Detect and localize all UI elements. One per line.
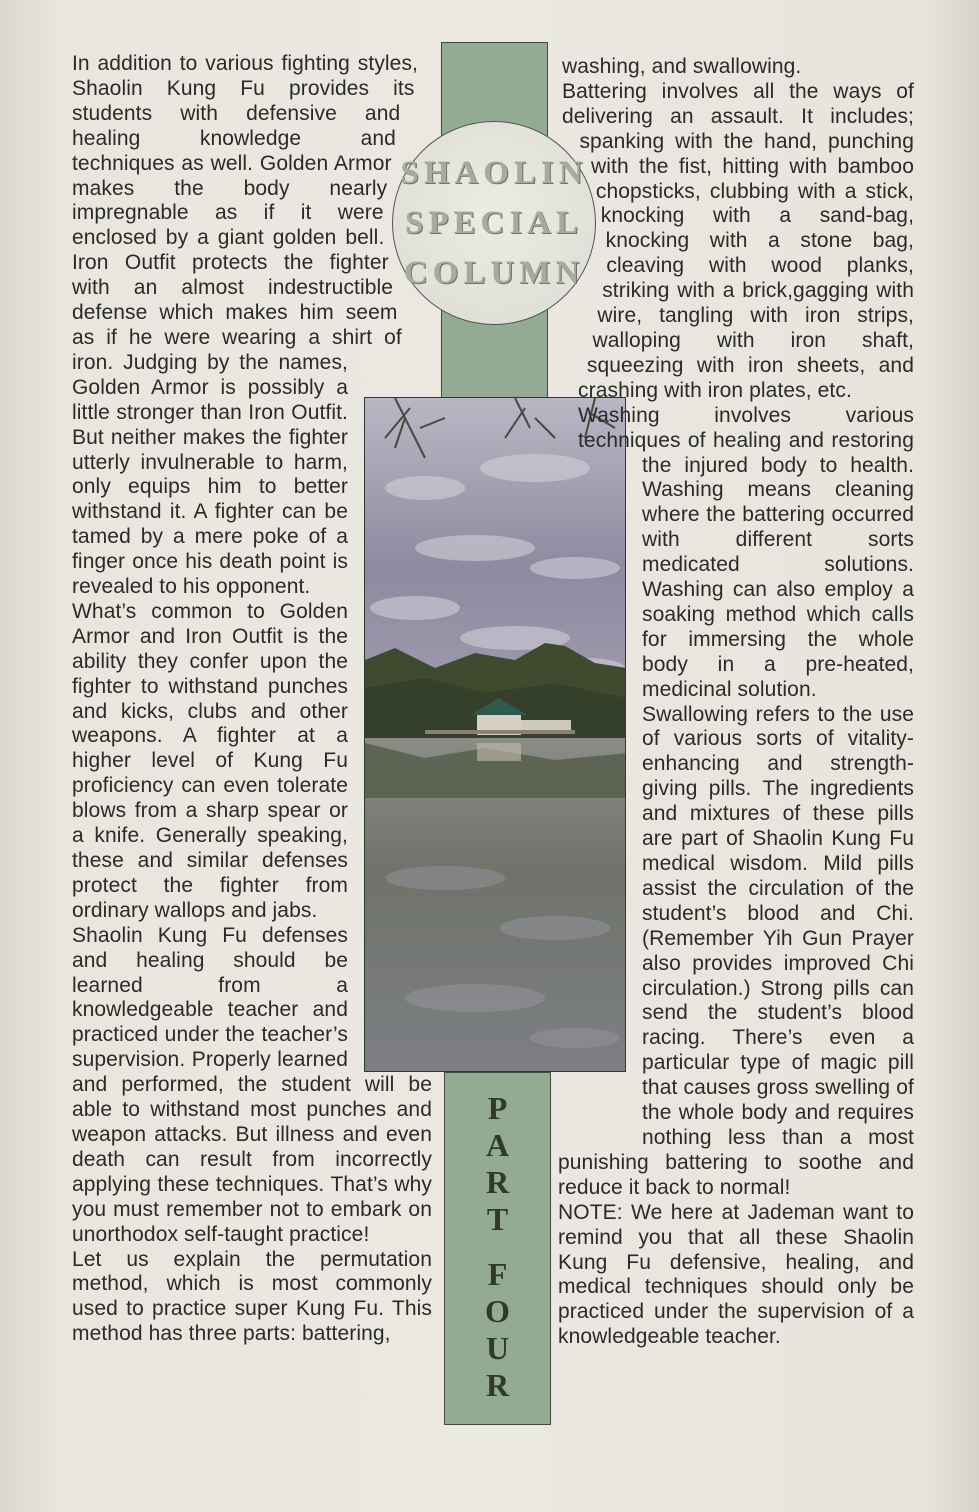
paragraph: Let us explain the permutation method, which is most commonly used to practice super Kung Fu. This method has three parts: battering, (72, 1247, 432, 1346)
paragraph: Washing involves various techniques of healing and restoring the injured body to health. Washing means cleaning where the battering occurred with different sorts medicated solutions. Washing can also employ a soaking method which calls for immersing the whole body in a pre-heated, medicinal solution. (578, 403, 914, 701)
part-letter: R (485, 1164, 510, 1200)
paragraph: washing, and swallowing. (562, 55, 802, 78)
left-text-column (72, 52, 432, 1347)
paragraph: Swallowing refers to the use of various sorts of vitality-enhancing and strength-giving pills. The ingredients and mixtures of these pills are part of Shaolin Kung Fu medical wisdom. Mild pills assist the circulation of the student’s blood and Chi. (Remember Yih Gun Prayer also provides improved Chi circulation.) Strong pills can send the student’s blood racing. There’s even a particular type of magic pill that causes gross swelling of the whole body and requires nothing less than a most punishing battering to soothe and reduce it back to normal! (558, 702, 914, 1199)
part-four-label (444, 1090, 551, 1404)
part-letter: T (486, 1201, 509, 1237)
paragraph: In addition to various fighting styles, Shaolin Kung Fu provides its students with defensive and healing knowledge and techniques as well. Golden Armor makes the body nearly impregnable as if it were enclosed by a giant golden bell. Iron Outfit protects the fighter with an almost indestructible defense which makes him seem as if he were wearing a shirt of iron. Judging by the names, Golden Armor is possibly a little stronger than Iron Outfit. But neither makes the fighter utterly invulnerable to harm, only equips him to better withstand it. A fighter can be tamed by a mere poke of a finger once his death point is revealed to his opponent. (72, 52, 418, 599)
title-line-2: SPECIAL (404, 205, 584, 241)
paragraph: NOTE: We here at Jademan want to remind you that all these Shaolin Kung Fu defensive, healing, and medical techniques should only be practiced under the supervision of a knowledgeable teacher. (558, 1200, 914, 1349)
part-letter: O (485, 1293, 510, 1329)
part-letter: P (487, 1090, 508, 1126)
paragraph: Shaolin Kung Fu defenses and healing should be learned from a knowledgeable teacher and practiced under the teacher’s supervision. Properly learned and performed, the student will be able to withstand most punches and weapon attacks. But illness and even death can result from incorrectly applying these techniques. That’s why you must remember not to embark on unorthodox self-taught practice! (72, 923, 432, 1246)
paragraph: Battering involves all the ways of delivering an assault. It includes; spanking with the hand, punching with the fist, hitting with bamboo chopsticks, clubbing with a stick, knocking with a sand-bag, knocking with a stone bag, cleaving with wood planks, striking with a brick,gagging with wire, tangling with iron strips, walloping with iron shaft, squeezing with iron sheets, and crashing with iron plates, etc. (562, 79, 914, 402)
part-letter: U (485, 1330, 510, 1366)
part-letter: R (485, 1367, 510, 1403)
part-letter: F (487, 1256, 508, 1292)
paragraph: What’s common to Golden Armor and Iron Outfit is the ability they confer upon the fighter to withstand punches and kicks, clubs and other weapons. A fighter at a higher level of Kung Fu proficiency can even tolerate blows from a sharp spear or a knife. Generally speaking, these and similar defenses protect the fighter from ordinary wallops and jabs. (72, 599, 348, 922)
title-line-1: SHAOLIN (400, 155, 588, 191)
title-line-3: COLUMN (403, 255, 585, 291)
part-letter: A (485, 1127, 510, 1163)
right-text-column (558, 55, 914, 1350)
